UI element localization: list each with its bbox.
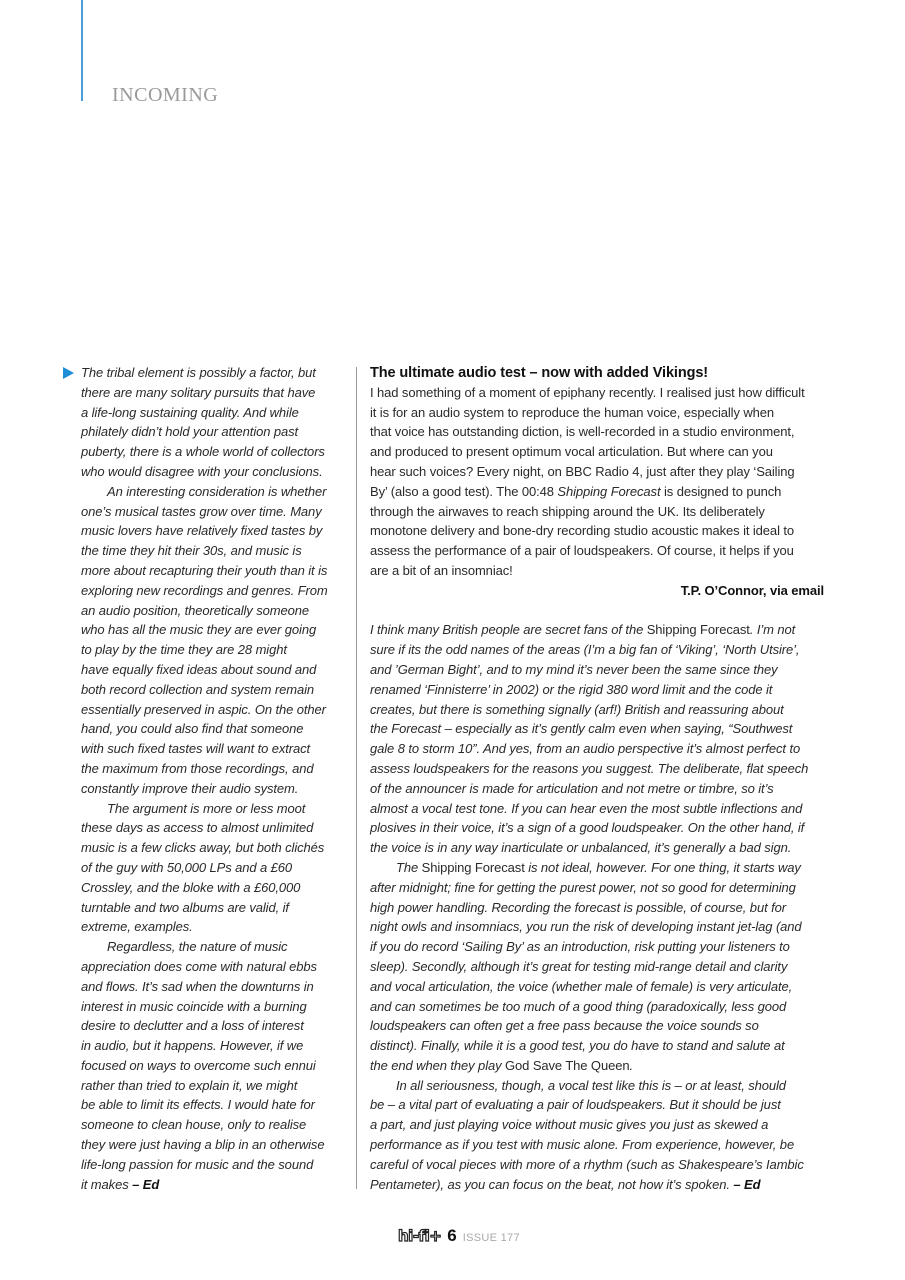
text-line (370, 997, 824, 1017)
text-span: almost a vocal test tone. If you can hear even the most subtle inflections and (370, 800, 803, 816)
text-span: appreciation does come with natural ebbs (81, 958, 317, 974)
text-span: Crossley, and the bloke with a £60,000 (81, 879, 301, 895)
hifi-plus-logo: hi-fi+ (398, 1227, 442, 1245)
header-accent-rule (81, 0, 83, 101)
text-line (81, 1056, 343, 1076)
text-line (81, 799, 343, 819)
text-span: have equally fixed ideas about sound and (81, 661, 317, 677)
text-span: the time they hit their 30s, and music is (81, 543, 302, 559)
text-span: creates, but there is something signally (arf!) British and reassuring about (370, 701, 784, 717)
text-line (81, 759, 343, 779)
text-span: Regardless, the nature of music (107, 939, 288, 955)
text-span: I think many British people are secret fans of the (370, 622, 647, 638)
text-line (81, 561, 343, 581)
text-line (81, 1016, 343, 1036)
text-span: I had something of a moment of epiphany recently. I realised just how difficult (370, 384, 805, 400)
text-span: performance as if you test with music alone. From experience, however, be (370, 1137, 795, 1153)
text-line (81, 521, 343, 541)
text-line (81, 779, 343, 799)
text-span: . I’m not (749, 622, 796, 638)
text-span: are a bit of an insomniac! (370, 562, 513, 578)
text-line (370, 1076, 824, 1096)
text-span: exploring new recordings and genres. From (81, 582, 328, 598)
text-line (370, 442, 824, 462)
text-line (81, 502, 343, 522)
text-span: sleep). Secondly, although it’s great for testing mid-range detail and clarity (370, 958, 788, 974)
text-span: hear such voices? Every night, on BBC Radio 4, just after they play ‘Sailing (370, 463, 795, 479)
text-span: constantly improve their audio system. (81, 780, 299, 796)
text-span: assess the performance of a pair of loudspeakers. Of course, it helps if you (370, 543, 794, 559)
text-span: to play by the time they are 28 might (81, 642, 287, 658)
text-line (81, 403, 343, 423)
text-span: the Forecast – especially as it’s gently calm even when saying, “Southwest (370, 721, 793, 737)
text-line (370, 1175, 824, 1195)
text-span: with such fixed tastes will want to extract (81, 741, 311, 757)
text-span: life-long passion for music and the sound (81, 1156, 314, 1172)
text-span: in audio, but it happens. However, if we (81, 1038, 304, 1054)
text-span: that voice has outstanding diction, is well-recorded in a studio environment, (370, 424, 795, 440)
text-span: philately didn’t hold your attention past (81, 424, 299, 440)
column-divider (356, 367, 357, 1189)
text-line (370, 640, 824, 660)
text-line (370, 620, 824, 640)
text-line (370, 1036, 824, 1056)
text-line (370, 1056, 824, 1076)
text-line (81, 739, 343, 759)
text-line (81, 601, 343, 621)
text-span: extreme, examples. (81, 919, 193, 935)
text-span: T.P. O’Connor, via email (680, 582, 824, 598)
text-span: The argument is more or less moot (107, 800, 306, 816)
text-line (81, 878, 343, 898)
text-span: if you do record ‘Sailing By’ as an introduction, risk putting your listeners to (370, 939, 790, 955)
text-span: and produced to present optimum vocal articulation. But where can you (370, 444, 773, 460)
text-line (81, 422, 343, 442)
text-span: and vocal articulation, the voice (whether male of female) is very articulate, (370, 978, 793, 994)
text-line (370, 1135, 824, 1155)
text-span: an audio position, theoretically someone (81, 602, 309, 618)
letter-column (370, 363, 824, 1194)
text-span: who would disagree with your conclusions. (81, 463, 323, 479)
text-line (370, 1095, 824, 1115)
text-line (370, 403, 824, 423)
play-arrow-icon (63, 367, 74, 379)
text-span: after midnight; fine for getting the purest power, not so good for determining (370, 879, 796, 895)
text-line (370, 601, 824, 621)
text-span: Shipping Forecast (646, 622, 750, 638)
text-span: – Ed (733, 1176, 761, 1192)
text-line (81, 442, 343, 462)
text-line (81, 1076, 343, 1096)
text-line (370, 502, 824, 522)
letter-signature (370, 581, 824, 601)
text-line (370, 1016, 824, 1036)
text-span: a part, and just playing voice without music gives you just as skewed a (370, 1117, 769, 1133)
text-line (370, 422, 824, 442)
text-span: someone to clean house, only to realise (81, 1117, 307, 1133)
text-line (81, 620, 343, 640)
text-line (370, 719, 824, 739)
text-line (81, 1095, 343, 1115)
page-footer (398, 1226, 520, 1246)
text-span: and can sometimes be too much of a good thing (paradoxically, less good (370, 998, 787, 1014)
text-span: assess loudspeakers for the reasons you suggest. The deliberate, flat speech (370, 760, 809, 776)
text-line (370, 838, 824, 858)
text-span: An interesting consideration is whether (107, 483, 327, 499)
text-span: music lovers have relatively fixed tastes by (81, 523, 323, 539)
text-line (81, 541, 343, 561)
issue-label: ISSUE 177 (462, 1232, 520, 1244)
text-line (370, 660, 824, 680)
text-span: sure if its the odd names of the areas (I’m a big fan of ‘Viking’, ‘North Utsire’, (370, 642, 800, 658)
text-span: turntable and two albums are valid, if (81, 899, 289, 915)
text-line (81, 1036, 343, 1056)
text-line (81, 977, 343, 997)
text-span: the end when they play (370, 1057, 506, 1073)
text-line (370, 759, 824, 779)
text-line (81, 898, 343, 918)
text-line (370, 957, 824, 977)
text-line (370, 898, 824, 918)
text-span: be – a vital part of evaluating a pair of loudspeakers. But it should be just (370, 1097, 781, 1113)
text-span: it makes (81, 1176, 133, 1192)
text-span: is designed to punch (660, 483, 782, 499)
text-line (370, 383, 824, 403)
text-span: night owls and insomniacs, you run the risk of developing instant jet-lag (and (370, 919, 802, 935)
text-span: a life-long sustaining quality. And while (81, 404, 299, 420)
text-line (370, 917, 824, 937)
text-line (370, 937, 824, 957)
text-span: through the airwaves to reach shipping around the UK. Its deliberately (370, 503, 765, 519)
text-line (370, 521, 824, 541)
text-line (81, 1155, 343, 1175)
text-line (81, 957, 343, 977)
text-line (81, 1115, 343, 1135)
text-span: and flows. It’s sad when the downturns in (81, 978, 314, 994)
text-line (81, 937, 343, 957)
text-span: By’ (also a good test). The 00:48 (370, 483, 558, 499)
text-line (81, 680, 343, 700)
text-line (370, 799, 824, 819)
text-line (370, 739, 824, 759)
text-span: monotone delivery and bone-dry recording studio acoustic makes it ideal to (370, 523, 795, 539)
text-span: puberty, there is a whole world of collectors (81, 444, 325, 460)
text-line (81, 818, 343, 838)
text-line (370, 1115, 824, 1135)
text-span: and ’German Bight’, and to my mind it’s never been the same since they (370, 661, 778, 677)
text-span: The tribal element is possibly a factor, but (81, 365, 316, 380)
text-line (81, 700, 343, 720)
text-span: – Ed (132, 1176, 160, 1192)
text-span: careful of vocal pieces with more of a rhythm (such as Shakespeare’s Iambic (370, 1156, 804, 1172)
text-span: focused on ways to overcome such ennui (81, 1057, 316, 1073)
text-span: . (629, 1057, 633, 1073)
text-line (81, 482, 343, 502)
text-span: renamed ‘Finnisterre’ in 2002) or the rigid 380 word limit and the code it (370, 681, 773, 697)
text-line (370, 977, 824, 997)
text-span: it is for an audio system to reproduce the human voice, especially when (370, 404, 775, 420)
text-line (370, 878, 824, 898)
letter-heading: The ultimate audio test – now with added Vikings! (370, 365, 709, 381)
text-line (81, 1135, 343, 1155)
text-line (370, 779, 824, 799)
text-span: Shipping Forecast (421, 859, 525, 875)
text-span: one’s musical tastes grow over time. Many (81, 503, 322, 519)
text-span: of the announcer is made for articulation and not metre or timbre, so it’s (370, 780, 774, 796)
page-number: 6 (447, 1226, 457, 1245)
text-span: plosives in their voice, it’s a sign of a good loudspeaker. On the other hand, if (370, 820, 805, 836)
text-span: be able to limit its effects. I would hate for (81, 1097, 315, 1113)
text-span: interest in music coincide with a burning (81, 998, 307, 1014)
text-span: rather than tried to explain it, we might (81, 1077, 298, 1093)
text-span: Shipping Forecast (557, 483, 661, 499)
text-line (370, 818, 824, 838)
section-title: INCOMING (112, 84, 219, 106)
text-span: they were just having a blip in an otherwise (81, 1137, 325, 1153)
text-line (81, 1175, 343, 1195)
text-span: music is a few clicks away, but both clichés (81, 840, 325, 856)
text-line (81, 383, 343, 403)
text-span: distinct). Finally, while it is a good test, you do have to stand and salute at (370, 1038, 785, 1054)
text-line (81, 363, 343, 383)
text-line (81, 997, 343, 1017)
text-line (81, 462, 343, 482)
text-span: hand, you could also find that someone (81, 721, 304, 737)
text-line (81, 640, 343, 660)
text-span: gale 8 to storm 10”. And yes, from an audio perspective it’s almost perfect to (370, 741, 801, 757)
text-line (370, 363, 824, 383)
text-line (370, 700, 824, 720)
text-line (370, 482, 824, 502)
text-span: desire to declutter and a loss of interest (81, 1018, 304, 1034)
editor-reply-column (81, 363, 343, 1194)
text-span: essentially preserved in aspic. On the other (81, 701, 326, 717)
text-line (370, 462, 824, 482)
text-span: In all seriousness, though, a vocal test like this is – or at least, should (396, 1077, 786, 1093)
text-line (370, 561, 824, 581)
text-line (81, 838, 343, 858)
text-line (370, 680, 824, 700)
text-line (81, 660, 343, 680)
text-span: the voice is in any way inarticulate or unbalanced, it’s generally a bad sign. (370, 840, 792, 856)
text-span: more about recapturing their youth than it is (81, 562, 328, 578)
text-line (370, 858, 824, 878)
text-span: the maximum from those recordings, and (81, 760, 314, 776)
text-span: who has all the music they are ever going (81, 622, 317, 638)
text-line (81, 917, 343, 937)
text-line (370, 1155, 824, 1175)
text-span: there are many solitary pursuits that have (81, 384, 316, 400)
text-span: God Save The Queen (505, 1057, 630, 1073)
text-span: Pentameter), as you can focus on the beat, not how it’s spoken. (370, 1176, 734, 1192)
text-line (81, 719, 343, 739)
text-span: high power handling. Recording the forecast is possible, of course, but for (370, 899, 786, 915)
text-span: both record collection and system remain (81, 681, 315, 697)
text-line (370, 541, 824, 561)
text-span: loudspeakers can often get a free pass because the voice sounds so (370, 1018, 759, 1034)
text-line (81, 858, 343, 878)
text-span: The (396, 859, 422, 875)
text-span: of the guy with 50,000 LPs and a £60 (81, 859, 293, 875)
text-line (81, 581, 343, 601)
text-span: these days as access to almost unlimited (81, 820, 314, 836)
text-span: is not ideal, however. For one thing, it starts way (524, 859, 801, 875)
